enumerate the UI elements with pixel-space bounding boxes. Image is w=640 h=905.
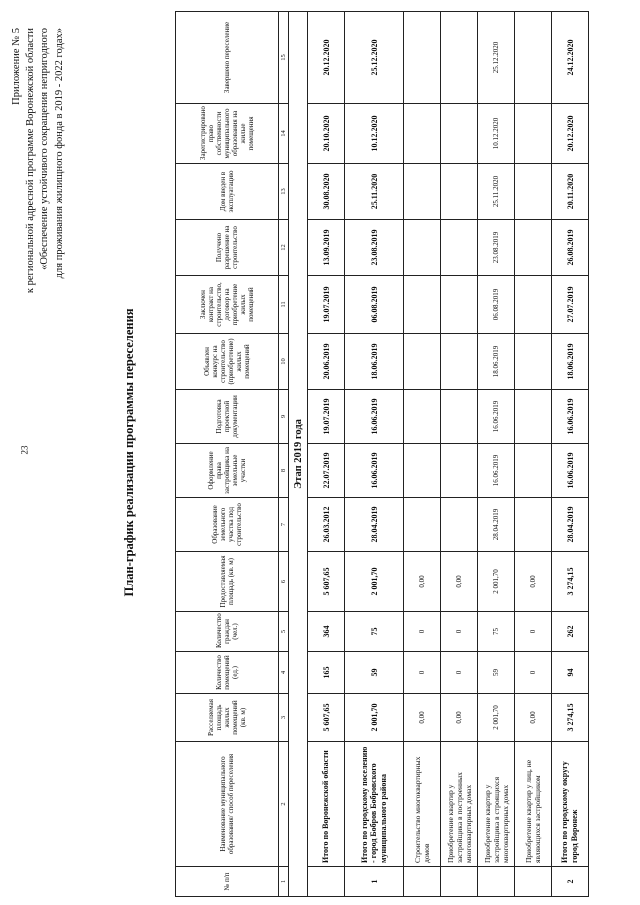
table-row bbox=[345, 12, 404, 897]
row-number-cell: 2 bbox=[552, 867, 589, 897]
table-cell bbox=[515, 104, 552, 164]
table-cell: 16.06.2019 bbox=[552, 444, 589, 498]
table-cell: 165 bbox=[308, 652, 345, 694]
table-cell: 22.07.2019 bbox=[308, 444, 345, 498]
stage-label: Этап 2019 года bbox=[289, 12, 308, 897]
column-number: 14 bbox=[279, 104, 289, 164]
table-cell bbox=[404, 390, 441, 444]
table-cell: 25.12.2020 bbox=[345, 12, 404, 104]
table-cell: 75 bbox=[478, 612, 515, 652]
table-cell: 20.12.2020 bbox=[552, 104, 589, 164]
row-name-cell: Итого по Воронежской области bbox=[308, 742, 345, 867]
row-name-cell: Приобретение квартир у застройщика в строящихся многоквартирных домах bbox=[478, 742, 515, 867]
row-number-cell bbox=[478, 867, 515, 897]
col-header: Получено разрешение на строительство bbox=[176, 220, 279, 276]
table-cell: 23.08.2019 bbox=[345, 220, 404, 276]
row-name-cell: Итого по городскому округу город Воронеж bbox=[552, 742, 589, 867]
col-header: Предоставляемая площадь (кв. м) bbox=[176, 552, 279, 612]
row-name-cell: Приобретение квартир у застройщика в построенных многоквартирных домах bbox=[441, 742, 478, 867]
table-cell: 0,00 bbox=[404, 694, 441, 742]
table-cell: 20.12.2020 bbox=[308, 12, 345, 104]
table-cell: 3 274,15 bbox=[552, 552, 589, 612]
resettlement-schedule-table bbox=[175, 11, 589, 897]
table-cell: 06.08.2019 bbox=[345, 276, 404, 334]
column-number: 1 bbox=[279, 867, 289, 897]
table-cell bbox=[515, 12, 552, 104]
table-cell: 20.06.2019 bbox=[308, 334, 345, 390]
table-cell: 0 bbox=[515, 612, 552, 652]
table-cell bbox=[404, 498, 441, 552]
table-cell: 75 bbox=[345, 612, 404, 652]
table-cell bbox=[441, 444, 478, 498]
row-number-cell bbox=[308, 867, 345, 897]
col-header: Количество помещений (ед.) bbox=[176, 652, 279, 694]
table-cell bbox=[515, 498, 552, 552]
table-row bbox=[404, 12, 441, 897]
table-cell: 23.08.2019 bbox=[478, 220, 515, 276]
table-cell: 18.06.2019 bbox=[478, 334, 515, 390]
table-cell: 19.07.2019 bbox=[308, 390, 345, 444]
table-cell: 3 274,15 bbox=[552, 694, 589, 742]
table-cell: 19.07.2019 bbox=[308, 276, 345, 334]
table-cell bbox=[515, 164, 552, 220]
table-cell: 2 001,70 bbox=[345, 694, 404, 742]
column-number: 5 bbox=[279, 612, 289, 652]
column-number: 6 bbox=[279, 552, 289, 612]
table-cell bbox=[515, 444, 552, 498]
table-cell: 59 bbox=[345, 652, 404, 694]
table-row bbox=[552, 12, 589, 897]
table-cell bbox=[515, 334, 552, 390]
table-cell bbox=[441, 334, 478, 390]
row-number-cell bbox=[404, 867, 441, 897]
col-header: Образование земельного участка под строительство bbox=[176, 498, 279, 552]
table-cell: 16.06.2019 bbox=[552, 390, 589, 444]
table-row bbox=[308, 12, 345, 897]
appendix-line-4: для проживания жилищного фонда в 2019 - 2022 годах» bbox=[53, 28, 65, 279]
column-number-row bbox=[279, 12, 289, 897]
column-number: 2 bbox=[279, 742, 289, 867]
table-cell bbox=[404, 276, 441, 334]
col-header: Объявлен конкурс на строительство (приобретение) жилых помещений bbox=[176, 334, 279, 390]
table-cell: 18.06.2019 bbox=[552, 334, 589, 390]
column-number: 3 bbox=[279, 694, 289, 742]
table-cell: 28.04.2019 bbox=[478, 498, 515, 552]
table-cell bbox=[404, 164, 441, 220]
column-number: 8 bbox=[279, 444, 289, 498]
table-cell: 30.08.2020 bbox=[308, 164, 345, 220]
table-cell: 28.04.2019 bbox=[552, 498, 589, 552]
table-cell: 2 001,70 bbox=[345, 552, 404, 612]
row-number-cell: 1 bbox=[345, 867, 404, 897]
table-cell: 0,00 bbox=[441, 694, 478, 742]
row-number-cell bbox=[441, 867, 478, 897]
table-cell: 262 bbox=[552, 612, 589, 652]
table-cell: 5 607,65 bbox=[308, 694, 345, 742]
table-cell: 59 bbox=[478, 652, 515, 694]
table-cell bbox=[515, 276, 552, 334]
table-cell bbox=[441, 12, 478, 104]
table-cell: 0 bbox=[441, 612, 478, 652]
table-cell bbox=[404, 444, 441, 498]
col-header: Наименование муниципального образования/ способ переселения bbox=[176, 742, 279, 867]
table-cell: 16.06.2019 bbox=[478, 390, 515, 444]
table-cell: 18.06.2019 bbox=[345, 334, 404, 390]
table-cell bbox=[441, 220, 478, 276]
row-name-cell: Строительство многоквартирных домов bbox=[404, 742, 441, 867]
table-cell: 10.12.2020 bbox=[478, 104, 515, 164]
table-row bbox=[515, 12, 552, 897]
page-title: План-график реализации программы переселения bbox=[122, 308, 136, 597]
table-cell bbox=[441, 164, 478, 220]
row-number-cell bbox=[515, 867, 552, 897]
table-cell: 28.04.2019 bbox=[345, 498, 404, 552]
col-header: № п/п bbox=[176, 867, 279, 897]
table-cell bbox=[404, 104, 441, 164]
row-name-cell: Приобретение квартир у лиц, не являющихся застройщиком bbox=[515, 742, 552, 867]
table-row bbox=[441, 12, 478, 897]
column-number: 13 bbox=[279, 164, 289, 220]
col-header: Заключен контракт на строительство, договор на приобретение жилых помещений bbox=[176, 276, 279, 334]
table-cell bbox=[441, 104, 478, 164]
table-cell: 2 001,70 bbox=[478, 694, 515, 742]
table-cell: 0,00 bbox=[515, 552, 552, 612]
column-number: 12 bbox=[279, 220, 289, 276]
table-cell bbox=[404, 220, 441, 276]
table-cell: 16.06.2019 bbox=[345, 390, 404, 444]
row-name-cell: Итого по городскому поселению - город Бобров Бобровского муниципального района bbox=[345, 742, 404, 867]
column-number: 15 bbox=[279, 12, 289, 104]
col-header: Дом введен в эксплуатацию bbox=[176, 164, 279, 220]
col-header: Зарегистрировано право собственности муниципального образования на жилые помещения bbox=[176, 104, 279, 164]
table-cell bbox=[441, 498, 478, 552]
column-number: 7 bbox=[279, 498, 289, 552]
table-cell bbox=[404, 334, 441, 390]
table-cell: 25.12.2020 bbox=[478, 12, 515, 104]
table-cell: 5 607,65 bbox=[308, 552, 345, 612]
header-row bbox=[176, 12, 279, 897]
table-cell: 94 bbox=[552, 652, 589, 694]
table-cell bbox=[441, 276, 478, 334]
column-number: 9 bbox=[279, 390, 289, 444]
table-cell: 26.08.2019 bbox=[552, 220, 589, 276]
table-cell: 06.08.2019 bbox=[478, 276, 515, 334]
appendix-line-2: к региональной адресной программе Воронежской области bbox=[25, 28, 37, 294]
table-cell: 364 bbox=[308, 612, 345, 652]
table-cell: 2 001,70 bbox=[478, 552, 515, 612]
table-cell: 16.06.2019 bbox=[345, 444, 404, 498]
table-cell: 20.11.2020 bbox=[552, 164, 589, 220]
table-cell: 27.07.2019 bbox=[552, 276, 589, 334]
table-cell: 0 bbox=[515, 652, 552, 694]
table-cell: 0,00 bbox=[404, 552, 441, 612]
table-cell: 10.12.2020 bbox=[345, 104, 404, 164]
appendix-line-3: «Обеспечение устойчивого сокращения непригодного bbox=[39, 28, 51, 270]
page-number: 23 bbox=[19, 445, 30, 455]
table-cell: 0 bbox=[441, 652, 478, 694]
table-cell: 0 bbox=[404, 652, 441, 694]
table-cell: 0,00 bbox=[515, 694, 552, 742]
table-cell: 20.10.2020 bbox=[308, 104, 345, 164]
table-cell bbox=[441, 390, 478, 444]
col-header: Количество граждан (чел.) bbox=[176, 612, 279, 652]
col-header: Завершено переселение bbox=[176, 12, 279, 104]
table-cell: 16.06.2019 bbox=[478, 444, 515, 498]
column-number: 10 bbox=[279, 334, 289, 390]
table-cell bbox=[404, 12, 441, 104]
col-header: Расселяемая площадь жилых помещений (кв. м) bbox=[176, 694, 279, 742]
table-cell: 24.12.2020 bbox=[552, 12, 589, 104]
table-cell: 25.11.2020 bbox=[345, 164, 404, 220]
table-cell: 13.09.2019 bbox=[308, 220, 345, 276]
table-cell: 0 bbox=[404, 612, 441, 652]
table-cell: 25.11.2020 bbox=[478, 164, 515, 220]
column-number: 4 bbox=[279, 652, 289, 694]
table-cell: 0,00 bbox=[441, 552, 478, 612]
appendix-line-1: Приложение № 5 bbox=[11, 28, 22, 105]
table-cell: 26.03.2012 bbox=[308, 498, 345, 552]
col-header: Оформление права застройщика на земельные участки bbox=[176, 444, 279, 498]
stage-row bbox=[289, 12, 308, 897]
table-cell bbox=[515, 220, 552, 276]
col-header: Подготовка проектной документации bbox=[176, 390, 279, 444]
column-number: 11 bbox=[279, 276, 289, 334]
appendix-header bbox=[10, 28, 67, 458]
table-cell bbox=[515, 390, 552, 444]
table-row bbox=[478, 12, 515, 897]
